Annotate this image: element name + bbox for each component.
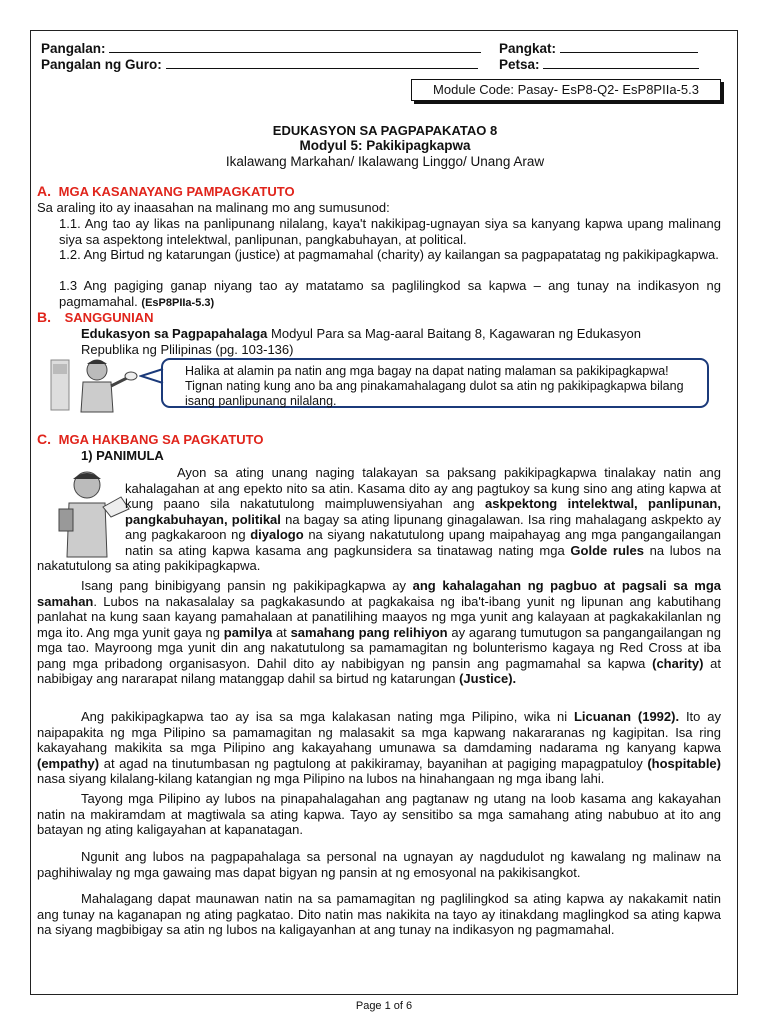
paragraph-4: Tayong mga Pilipino ay lubos na pinapahalagahan ang pagtanaw ng utang na loob kasama ang kakayahan natin na makiramdam at magtiwala sa ating kapwa. Tayo ay sensitibo sa mga samahang ating nabubuo at ito ang batayan ng ating kaligayahan at kapanatagan. <box>37 791 721 837</box>
p3-text-4: nasa siyang kilalang-kilang katangian ng mga Pilipino na lubos na hinahangaan ng mga ibang lahi. <box>37 771 605 786</box>
p2-text-2: . Lubos na nakasalalay sa pagkakasundo at pagkakaisa ng iba't-ibang yunit ng lipunan ang kabutihang panlahat na kung saan kayang pamahalaan at panatilihing maayos ng mga yunit ang kalayaan at pagkakakilanlan ng mga ito. Ang mga yunit gaya ng <box>37 593 721 640</box>
paragraph-1 <box>37 465 721 574</box>
p1-bold-3: Golde rules <box>570 542 644 558</box>
section-b-letter: B. <box>37 309 51 325</box>
section-a-heading <box>37 183 295 199</box>
name-field <box>41 39 481 56</box>
term-title: Ikalawang Markahan/ Ikalawang Linggo/ Unang Araw <box>225 154 545 169</box>
objective-1: 1.1. Ang tao ay likas na panlipunang nilalang, kaya't nakikipag-ugnayan siya sa kanyang kapwa upang malinang siya sa aspektong intelektwal, panlipunan, pangkabuhayan, at political. <box>59 216 721 247</box>
section-c-title: MGA HAKBANG SA PAGKATUTO <box>58 432 264 447</box>
callout-bubble <box>161 358 709 408</box>
paragraph-3 <box>37 709 721 787</box>
panimula-subhead: 1) PANIMULA <box>81 448 164 463</box>
section-b-title: SANGGUNIAN <box>64 310 154 325</box>
date-field <box>499 55 699 72</box>
name-line[interactable] <box>109 39 481 53</box>
p3-bold-2: (empathy) <box>37 755 100 771</box>
section-c-heading <box>37 431 264 447</box>
group-line[interactable] <box>560 39 698 53</box>
p1-text-3: na siyang nakatutulong upang maipahayag ang mga pangangailangan natin sa ating kapwa kasama ang pagkunsidera sa tinatawag nating mga <box>125 527 721 558</box>
paragraph-6: Mahalagang dapat maunawan natin na sa pamamagitan ng paglilingkod sa ating kapwa ay nakakamit natin ang tunay na kaganapan ng ating pagkatao. Dito natin mas nakikita na tayo ay itinakdang maglingkod sa ating kapwa na siyang magbibigay sa atin ng lubos na kaligayanhan at ang tunay na indikasyon ng pagmamahal. <box>37 891 721 937</box>
teacher-field <box>41 55 478 72</box>
reference-line-2: Republika ng Plilipinas (pg. 103-136) <box>81 342 294 357</box>
section-a-title: MGA KASANAYANG PAMPAGKATUTO <box>58 184 295 199</box>
objective-3 <box>59 278 721 311</box>
p2-bold-1: ang kahalagahan ng pagbuo at pagsali sa mga samahan <box>37 578 722 609</box>
reference-line-1 <box>81 326 721 342</box>
p1-bold-1: askpektong intelektwal, panlipunan, pangkabuhayan, politikal <box>125 496 721 527</box>
p2-text-3: at <box>272 624 291 640</box>
paragraph-5: Ngunit ang lubos na pagpapahalaga sa personal na ugnayan ay nagdudulot ng kawalang ng malinaw na paghihiwalay ng mga gawaing mas dapat bigyan ng pansin at ng emosyonal na pakikisangkot. <box>37 849 721 880</box>
subject-title: EDUKASYON SA PAGPAPAKATAO 8 <box>272 123 498 138</box>
p3-text-2: Ito ay naipapakita ng mga Pilipino sa pamamagitan ng malasakit sa mga kapwang nakararanas ng kagipitan. Isa ring kakayahang makikita sa mga Pilipino ang kakayahang umunawa sa damdaming nadarama ng kanyang kapwa <box>37 709 721 755</box>
p1-text-2: na bagay sa ating lipunang ginagalawan. Isa ring mahalagang askpekto ay ang pagkakaroon ng <box>125 511 722 542</box>
p2-bold-3: samahang pang relihiyon <box>290 624 448 640</box>
p2-text-1: Isang pang binibigyang pansin ng pakikipagkapwa ay <box>81 578 413 593</box>
group-label: Pangkat: <box>499 41 557 56</box>
p2-bold-2: pamilya <box>223 624 273 640</box>
reference-book-title: Edukasyon sa Pagpapahalaga <box>81 326 268 341</box>
objective-3-text: 1.3 Ang pagiging ganap niyang tao ay matatamo sa paglilingkod sa kapwa – ang tunay na indikasyon ng pagmamahal. <box>59 278 721 309</box>
p1-text-4: na lubos na nakatutulong sa ating pakikipagkapwa. <box>37 542 721 573</box>
p2-bold-5: (Justice). <box>459 671 517 686</box>
reference-rest: Modyul Para sa Mag-aaral Baitang 8, Kagawaran ng Edukasyon <box>267 326 642 341</box>
page-number: Page 1 of 6 <box>355 1000 413 1012</box>
paragraph-2 <box>37 578 721 687</box>
module-code-box <box>411 79 721 101</box>
p3-bold-1: Licuanan (1992). <box>573 709 680 724</box>
section-a-intro: Sa araling ito ay inaasahan na malinang mo ang sumusunod: <box>37 200 390 215</box>
name-label: Pangalan: <box>41 41 106 56</box>
objective-3-code: (EsP8PIIa-5.3) <box>141 296 215 309</box>
teacher-line[interactable] <box>166 55 478 69</box>
p2-text-4: ay agarang tumutugon sa pangangailangan ng mga tao. Mayroong mga yunit din ang nakatutulong sa pamamagitan ng bolunterismo kagaya ng Red Cross at iba pang mga pribadong organisasyon. Dahil dito ay nabibigyan ng pansin ang pagmamahal sa kapwa <box>37 624 722 671</box>
p3-text-3: at agad na tinutumbasan ng pagtulong at pakikiramay, bayanihan at pagiging mapagpatuloy <box>99 755 648 771</box>
objective-2: 1.2. Ang Birtud ng katarungan (justice) at pagmamahal (charity) ay kailangan sa pagpapatatag ng pakikipagkapwa. <box>59 247 719 262</box>
p1-text-1: Ayon sa ating unang naging talakayan sa paksang pakikipagkapwa tinalakay natin ang kahalagahan at ang epekto nito sa atin. Kasama dito ay ang pagtukoy sa kung sino ang ating kapwa at kung paano sila nakatutulong maimpluwensiyahan ang <box>125 465 721 511</box>
p1-bold-2: diyalogo <box>250 527 304 542</box>
date-line[interactable] <box>543 55 699 69</box>
student-illustration <box>49 356 139 414</box>
module-title: Modyul 5: Pakikipagkapwa <box>299 138 471 153</box>
date-label: Petsa: <box>499 57 540 72</box>
section-a-letter: A. <box>37 183 51 199</box>
module-code: Module Code: Pasay- EsP8-Q2- EsP8PIIa-5.3 <box>433 82 699 97</box>
section-b-heading <box>37 309 153 325</box>
p3-bold-3: (hospitable) <box>647 755 721 771</box>
section-c-letter: C. <box>37 431 51 447</box>
p2-text-5: at nabibigay ang nararapat nilang matanggap dahil sa birtud ng katarungan <box>37 655 721 686</box>
group-field <box>499 39 698 56</box>
page-frame <box>30 30 738 995</box>
p2-bold-4: (charity) <box>652 655 704 671</box>
p3-text-1: Ang pakikipagkapwa tao ay isa sa mga kalakasan nating mga Pilipino, wika ni <box>81 709 574 724</box>
teacher-label: Pangalan ng Guro: <box>41 57 162 72</box>
callout-text: Halika at alamin pa natin ang mga bagay na dapat nating malaman sa pakikipagkapwa! Tignan nating kung ano ba ang pinakamahalagang dulot sa atin ng pakikipagkapwa bilang isang panlipunang nilalang. <box>185 364 684 408</box>
